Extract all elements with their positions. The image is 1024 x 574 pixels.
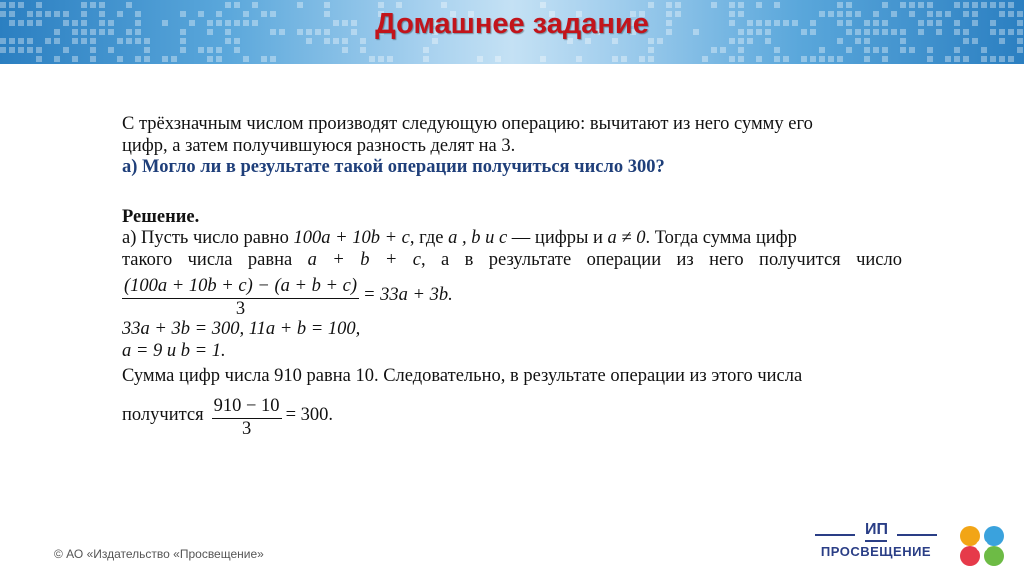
- fraction-denominator: 3: [235, 298, 246, 319]
- fraction: [122, 274, 359, 319]
- solution-text: получится: [122, 405, 204, 426]
- problem-line-1: С трёхзначным числом производят следующую операцию: вычитают из него сумму его: [122, 114, 813, 134]
- copyright-text: © АО «Издательство «Просвещение»: [54, 547, 264, 561]
- logo-text: ПРОСВЕЩЕНИЕ: [820, 544, 932, 559]
- math-expression: 100a + 10b + c: [293, 228, 410, 248]
- prosveshchenie-logo: [813, 520, 943, 562]
- content-area: [122, 114, 902, 439]
- solution-text: такого числа равна: [122, 249, 293, 270]
- problem-question: а) Могло ли в результате такой операции получиться число 300?: [122, 157, 665, 177]
- equation-line-1: [122, 319, 902, 341]
- math-expression: (100a + 10b + c) − (a + b + c): [124, 275, 357, 296]
- math-expression: a ≠ 0: [607, 228, 646, 248]
- logo-mark-icon: ИП: [865, 520, 887, 542]
- math-expression: a , b и c: [448, 228, 508, 248]
- math-expression: = 300.: [285, 405, 333, 426]
- solution-text: — цифры и: [511, 228, 603, 248]
- solution-line-1: [122, 228, 902, 250]
- solution-text: а) Пусть число равно: [122, 228, 289, 248]
- solution-heading: Решение.: [122, 206, 200, 227]
- solution-text: . Тогда сумма цифр: [645, 228, 797, 248]
- solution-text: , а в результате операции из него получится число: [420, 249, 902, 270]
- solution-line-2: [122, 250, 902, 272]
- fraction-equation-1: [122, 273, 902, 319]
- math-expression: a + b + c: [307, 249, 421, 270]
- fraction-numerator: [122, 274, 359, 299]
- math-expression: 33a + 3b = 300, 11a + b = 100,: [122, 319, 361, 339]
- solution-text: , где: [409, 228, 444, 248]
- equation-line-2: [122, 341, 902, 363]
- problem-line-2: цифр, а затем получившуюся разность делят на 3.: [122, 135, 516, 156]
- conclusion-line-2: [122, 394, 902, 439]
- header-banner: [0, 0, 1024, 64]
- page-title: Домашнее задание: [375, 8, 649, 40]
- fraction-numerator: 910 − 10: [212, 394, 282, 419]
- math-expression: = 33a + 3b.: [362, 285, 453, 306]
- fraction: [212, 394, 282, 439]
- math-expression: a = 9 и b = 1.: [122, 340, 226, 361]
- fraction-denominator: 3: [241, 418, 252, 439]
- publisher-emblem-icon: [956, 524, 1012, 568]
- conclusion-line-1: Сумма цифр числа 910 равна 10. Следовательно, в результате операции из этого числа: [122, 366, 803, 386]
